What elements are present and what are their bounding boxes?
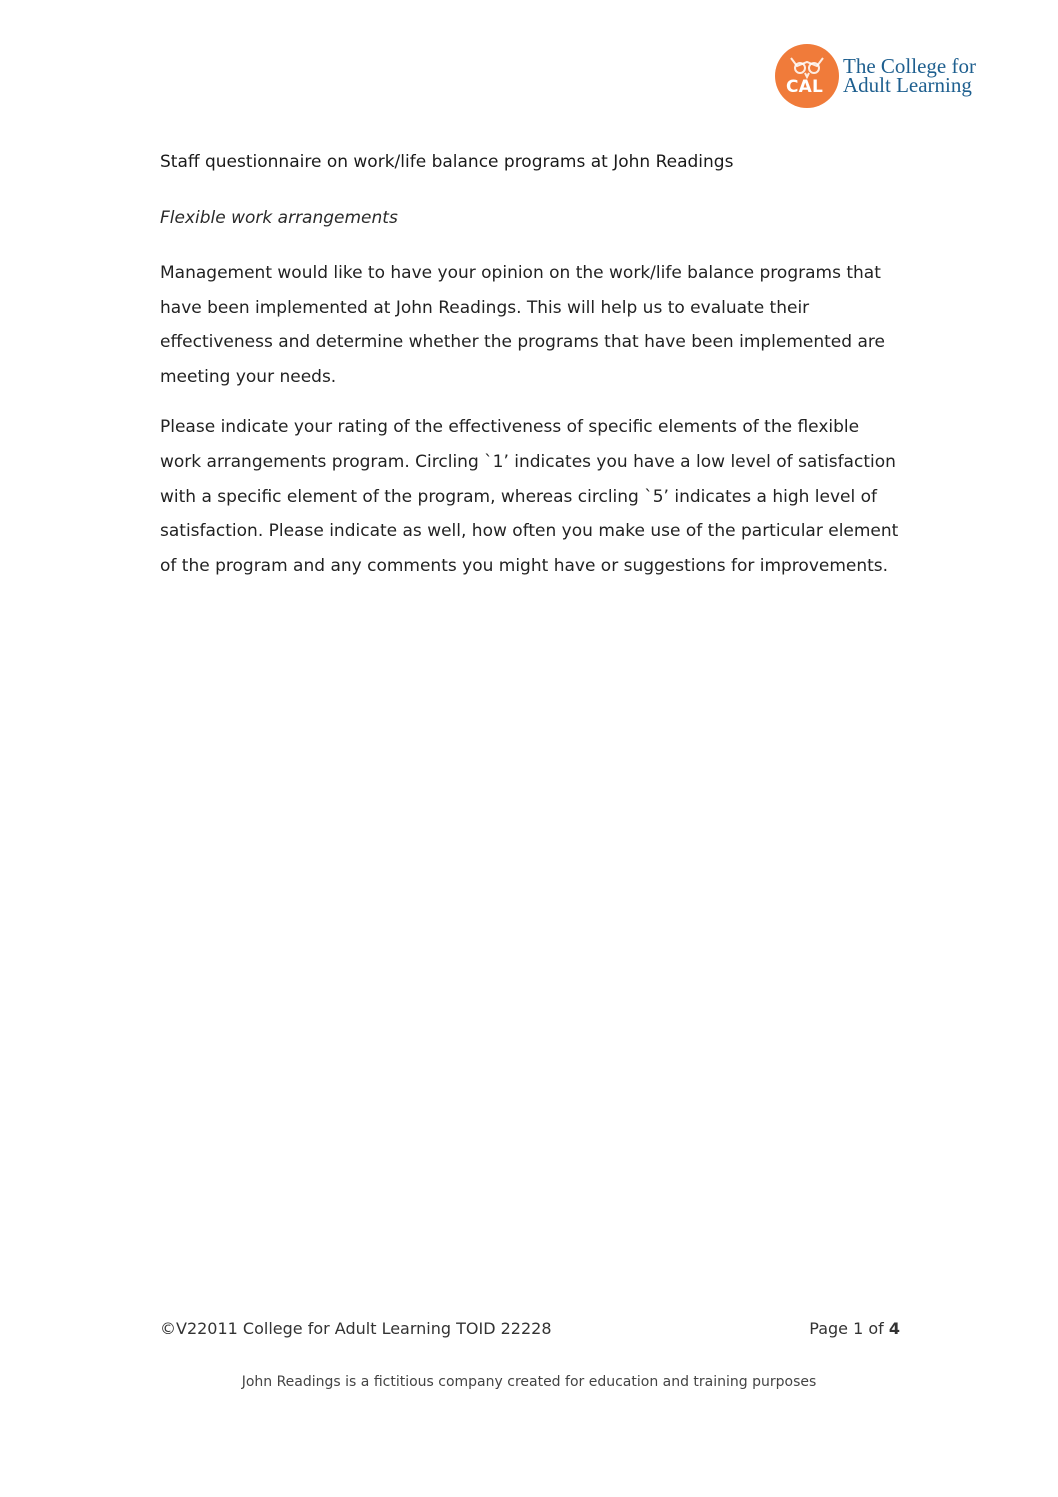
logo-line-2: Adult Learning [843, 73, 972, 97]
logo-line-1: The College for [843, 54, 976, 78]
intro-paragraph: Management would like to have your opinion on the work/life balance programs that have been implemented at John Readings. This will help us to evaluate their effectiveness and determine whether the programs that have been implemented are meeting your needs. [160, 263, 885, 387]
logo-badge [775, 44, 839, 108]
document-body [160, 150, 905, 583]
instructions-paragraph: Please indicate your rating of the effectiveness of specific elements of the flexible work arrangements program. Circling `1’ indicates you have a low level of satisfaction with a specific element of the program, whereas circling `5’ indicates a high level of satisfaction. Please indicate as well, how often you make use of the particular element of the program and any comments you might have or suggestions for improvements. [160, 417, 899, 576]
document-title: Staff questionnaire on work/life balance programs at John Readings [160, 152, 734, 172]
disclaimer-text: John Readings is a fictitious company created for education and training purposes [241, 1374, 817, 1390]
copyright-text: ©V22011 College for Adult Learning TOID 22228 [160, 1319, 552, 1338]
owl-icon [775, 44, 839, 108]
page-footer [160, 1319, 900, 1338]
logo-wordmark [843, 54, 976, 97]
page-total: 4 [888, 1319, 900, 1338]
section-subtitle: Flexible work arrangements [160, 208, 398, 228]
logo-badge-text: CAL [786, 77, 824, 97]
page-label: Page 1 of [809, 1319, 889, 1338]
page-number [809, 1319, 900, 1338]
college-logo [775, 44, 976, 108]
